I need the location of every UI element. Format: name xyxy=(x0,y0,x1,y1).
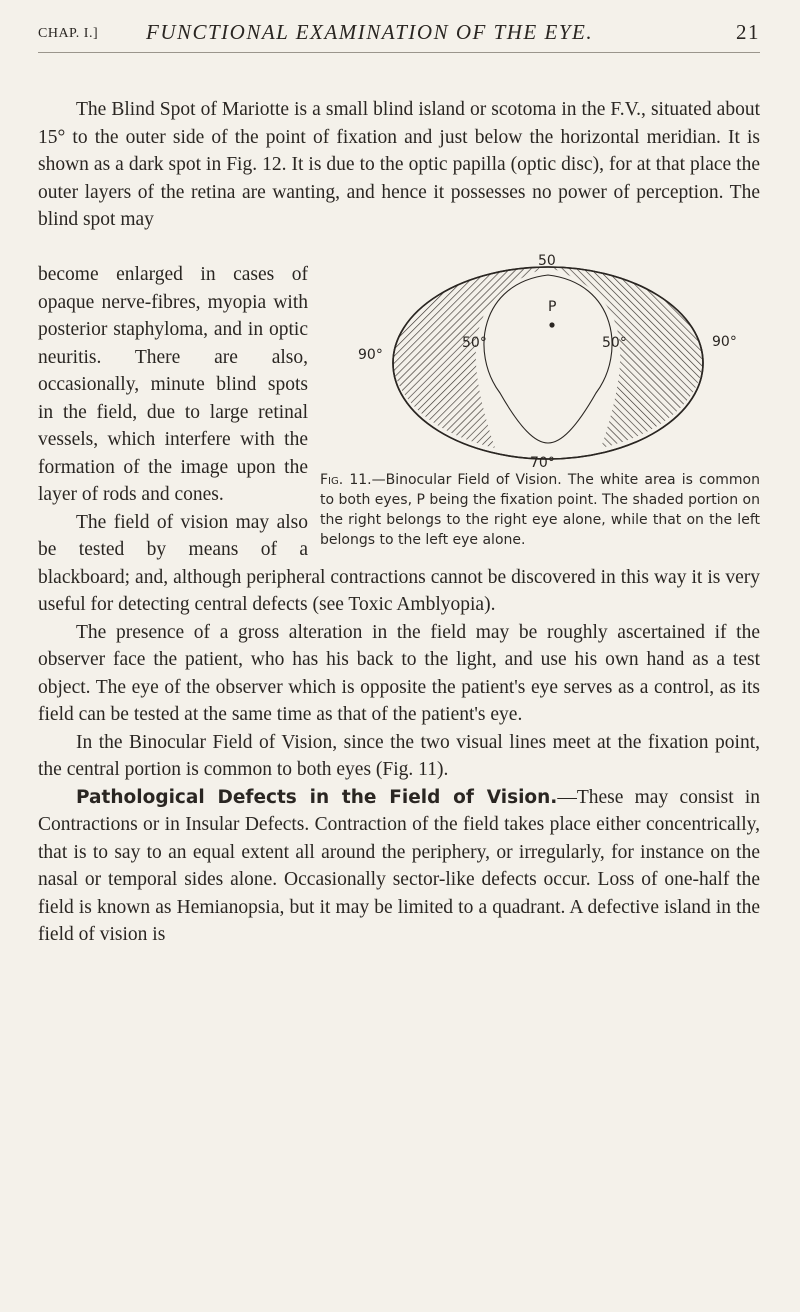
binocular-field-diagram xyxy=(320,253,760,468)
header-rule xyxy=(38,52,760,53)
caption-label: Fig. 11. xyxy=(320,472,372,488)
label-bottom: 70° xyxy=(530,455,555,468)
paragraph-blackboard: The field of vision may also be tested by means of a blackboard; and, although peripheral contractions cannot be discovered in this way it is very useful for detecting central defects (see Toxic Amblyopia). xyxy=(38,511,760,615)
paragraph-blind-spot: The Blind Spot of Mariotte is a small blind island or scotoma in the F.V., situated about 15° to the outer side of the point of fixation and just below the horizontal meridian. It is shown as a dark spot in Fig. 12. It is due to the optic papilla (optic disc), for at that place the outer layers of the retina are wanting, and hence it possesses no power of perception. The blind spot may xyxy=(38,99,760,230)
chapter-label: CHAP. I.] xyxy=(38,26,99,41)
figure-11 xyxy=(320,253,760,555)
paragraph-binocular: In the Binocular Field of Vision, since the two visual lines meet at the fixation point, the central portion is common to both eyes (Fig. 11). xyxy=(38,731,760,780)
text-with-figure xyxy=(38,253,761,949)
label-left-inner: 50° xyxy=(462,335,487,351)
label-right-outer: 90° xyxy=(712,334,737,350)
label-top: 50 xyxy=(538,253,556,269)
page-header xyxy=(38,20,760,60)
label-left-outer: 90° xyxy=(358,347,383,363)
paragraph-blind-spot-cont: become enlarged in cases of opaque nerve-fibres, myopia with posterior staphyloma, and in optic neuritis. There are also, occasionally, minute blind spots in the field, due to large retinal vessels, which interfere with the formation of the image upon the layer of rods and cones. xyxy=(38,264,308,505)
label-fixation: P xyxy=(548,299,557,315)
page-number: 21 xyxy=(736,20,760,44)
paragraph-gross-alteration: The presence of a gross alteration in the field may be roughly ascertained if the observer face the patient, who has his back to the light, and use his own hand as a test object. The eye of the observer which is opposite the patient's eye serves as a control, as its field can be tested at the same time as that of the patient's eye. xyxy=(38,621,760,725)
caption-text: —Binocular Field of Vision. The white area is common to both eyes, P being the fixation point. The shaded portion on the right belongs to the right eye alone, while that on the left belongs to the left eye alone. xyxy=(320,472,761,548)
fixation-point xyxy=(549,322,554,327)
paragraph-pathological xyxy=(38,784,760,949)
pathological-body: —These may consist in Contractions or in Insular Defects. Contraction of the field takes place either concentrically, that is to say to an equal extent all around the periphery, or irregularly, for instance on the nasal or temporal sides alone. Occasionally sector-like defects occur. Loss of one-half the field is known as Hemianopsia, but it may be limited to a quadrant. A defective island in the field of vision is xyxy=(38,786,761,945)
running-title: FUNCTIONAL EXAMINATION OF THE EYE. xyxy=(146,20,594,44)
section-heading: Pathological Defects in the Field of Vision. xyxy=(76,786,558,808)
figure-caption xyxy=(320,470,760,550)
label-right-inner: 50° xyxy=(602,335,627,351)
